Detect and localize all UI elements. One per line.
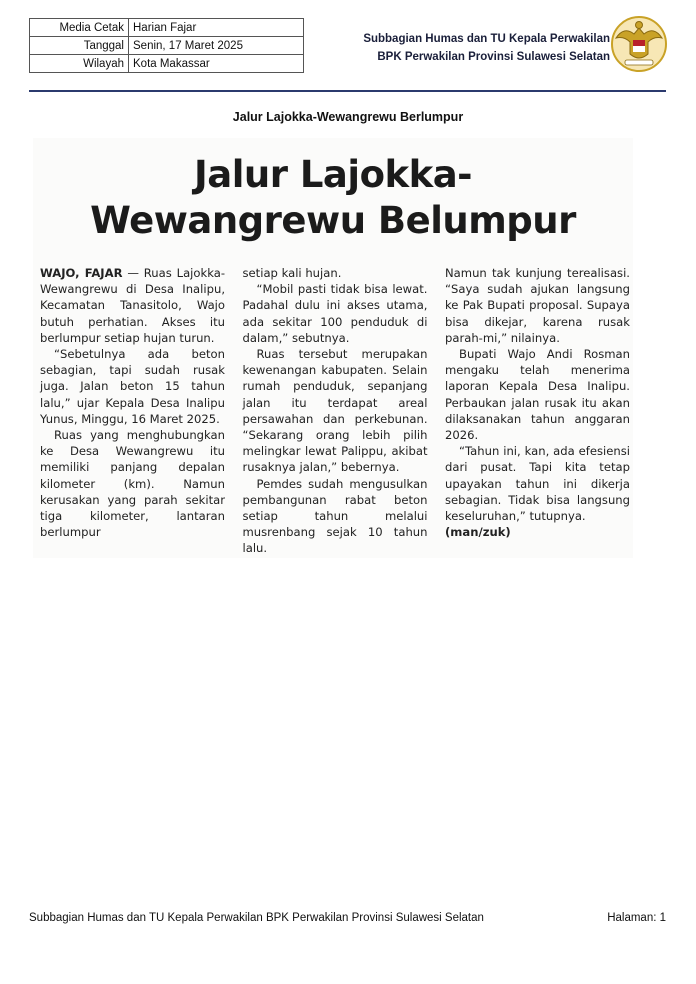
- meta-label: Tanggal: [30, 37, 129, 55]
- article-paragraph: Namun tak kunjung terealisasi. “Saya sudah ajukan langsung ke Pak Bupati proposal. Supaya bisa dikejar, karena rusak parah-mi,” nilainya.: [445, 266, 630, 345]
- paragraph-text: — Ruas Lajokka-Wewangrewu di Desa Inalipu, Kecamatan Tanasitolo, Wajo butuh perhatian. Akses itu berlumpur setiap hujan turun.: [40, 266, 225, 345]
- page-footer: [29, 912, 666, 924]
- headline-line-2: Wewangrewu Belumpur: [90, 199, 576, 242]
- article-paragraph: “Mobil pasti tidak bisa lewat. Padahal dulu ini akses utama, ada sekitar 100 penduduk di dalam,” sebutnya.: [242, 282, 428, 345]
- footer-org: Subbagian Humas dan TU Kepala Perwakilan BPK Perwakilan Provinsi Sulawesi Selatan: [29, 912, 484, 924]
- org-line-2: BPK Perwakilan Provinsi Sulawesi Selatan: [377, 51, 610, 63]
- headline-line-1: Jalur Lajokka-: [193, 153, 473, 196]
- media-info-table: [29, 18, 304, 73]
- org-line-1: Subbagian Humas dan TU Kepala Perwakilan: [363, 33, 610, 45]
- meta-value: Harian Fajar: [129, 19, 304, 37]
- meta-label: Wilayah: [30, 55, 129, 73]
- document-title: Jalur Lajokka-Wewangrewu Berlumpur: [232, 110, 464, 124]
- article-paragraph: Ruas tersebut merupakan kewenangan kabupaten. Selain rumah penduduk, sepanjang jalan itu terdapat areal persawahan dan perkebunan. “Sekarang orang lebih pilih melingkar lewat Palippu, akibat rusaknya jalan,” bebernya.: [242, 347, 428, 475]
- organization-header: [363, 30, 610, 66]
- clipping-headline: [33, 152, 633, 244]
- article-paragraph: Ruas yang menghubungkan ke Desa Wewangrewu itu memiliki panjang depalan kilometer (km). Namun kerusakan yang parah sekitar tiga kilometer, lantaran berlumpur: [40, 428, 225, 540]
- article-paragraph: Pemdes sudah mengusulkan pembangunan rabat beton setiap tahun melalui musrenbang sejak 10 tahun lalu.: [242, 476, 428, 556]
- meta-row: [30, 37, 304, 55]
- article-paragraph: [40, 265, 225, 346]
- article-paragraph: “Tahun ini, kan, ada efesiensi dari pusat. Tapi kita tetap upayakan tahun ini dikerja sebagian. Tidak bisa langsung keseluruhan,” tutupnya.: [445, 444, 630, 524]
- author-signature: (man/zuk): [445, 525, 511, 540]
- meta-value: Kota Makassar: [129, 55, 304, 73]
- dateline: WAJO, FAJAR: [40, 266, 123, 280]
- garuda-emblem-icon: [610, 14, 668, 72]
- article-paragraph: Bupati Wajo Andi Rosman mengaku telah menerima laporan Kepala Desa Inalipu. Perbaukan jalan rusak itu akan dilaksanakan tahun anggaran 2026.: [445, 347, 630, 443]
- header-divider: [29, 90, 666, 92]
- meta-row: [30, 55, 304, 73]
- article-paragraph: setiap kali hujan.: [242, 266, 342, 280]
- article-column-2: [243, 265, 428, 557]
- article-columns: [40, 265, 630, 557]
- meta-value: Senin, 17 Maret 2025: [129, 37, 304, 55]
- meta-row: [30, 19, 304, 37]
- article-column-3: [445, 265, 630, 557]
- page-number: Halaman: 1: [607, 912, 666, 924]
- article-column-1: [40, 265, 225, 557]
- meta-label: Media Cetak: [30, 19, 129, 37]
- article-paragraph: “Sebetulnya ada beton sebagian, tapi sudah rusak juga. Jalan beton 15 tahun lalu,” ujar Kepala Desa Inalipu Yunus, Minggu, 16 Maret 2025.: [40, 347, 225, 426]
